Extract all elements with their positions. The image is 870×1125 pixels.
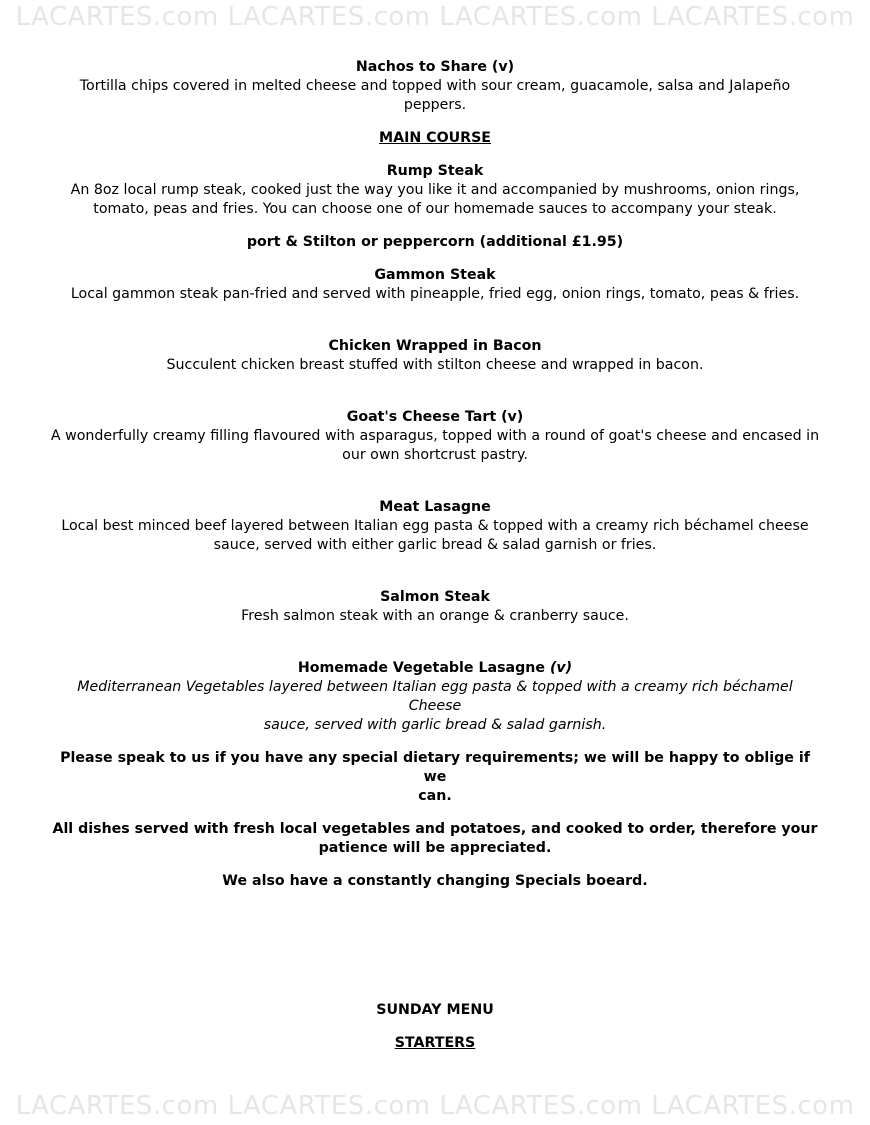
- veg-lasagne-title-row: [50, 659, 820, 678]
- dietary-notice-line1: Please speak to us if you have any special dietary requirements; we will be happy to oblige if we: [60, 750, 810, 785]
- goats-cheese-tart-description-line1: A wonderfully creamy filling flavoured with asparagus, topped with a round of goat's cheese and encased in: [50, 428, 820, 444]
- spacer: [50, 375, 820, 408]
- specials-notice: We also have a constantly changing Specials boeard.: [222, 873, 648, 889]
- salmon-steak-title: Salmon Steak: [380, 589, 490, 605]
- spacer: [50, 626, 820, 659]
- gammon-steak-description: Local gammon steak pan-fried and served with pineapple, fried egg, onion rings, tomato, peas & fries.: [70, 286, 800, 302]
- spacer: [50, 465, 820, 498]
- veg-lasagne-title: Homemade Vegetable Lasagne: [297, 660, 545, 676]
- rump-steak-description-line2: tomato, peas and fries. You can choose one of our homemade sauces to accompany your steak.: [93, 201, 777, 217]
- spacer: [50, 806, 820, 820]
- rump-steak-title: Rump Steak: [386, 163, 484, 179]
- goats-cheese-tart-description-line2: our own shortcrust pastry.: [342, 447, 528, 463]
- nachos-title: Nachos to Share (v): [355, 59, 515, 75]
- chicken-bacon-title: Chicken Wrapped in Bacon: [328, 338, 542, 354]
- meat-lasagne-description-line2: sauce, served with either garlic bread & salad garnish or fries.: [213, 537, 657, 553]
- nachos-description: Tortilla chips covered in melted cheese and topped with sour cream, guacamole, salsa and Jalapeño peppers.: [79, 78, 791, 113]
- meat-lasagne-title: Meat Lasagne: [379, 499, 491, 515]
- veg-lasagne-vegetarian-marker: (v): [549, 660, 573, 676]
- spacer: [50, 891, 820, 1001]
- spacer: [50, 252, 820, 266]
- sunday-menu-heading: SUNDAY MENU: [376, 1002, 494, 1018]
- spacer: [50, 115, 820, 129]
- spacer: [50, 219, 820, 233]
- spacer: [50, 858, 820, 872]
- chicken-bacon-description: Succulent chicken breast stuffed with stilton cheese and wrapped in bacon.: [166, 357, 704, 373]
- dietary-notice-line2: can.: [418, 788, 452, 804]
- spacer: [50, 304, 820, 337]
- main-course-heading: MAIN COURSE: [378, 130, 492, 146]
- salmon-steak-description: Fresh salmon steak with an orange & cranberry sauce.: [241, 608, 629, 624]
- gammon-steak-title: Gammon Steak: [374, 267, 496, 283]
- spacer: [50, 735, 820, 749]
- veg-lasagne-description-line2: sauce, served with garlic bread & salad garnish.: [263, 717, 607, 733]
- goats-cheese-tart-title: Goat's Cheese Tart (v): [346, 409, 524, 425]
- watermark-bottom: LACARTES.com LACARTES.com LACARTES.com LACARTES.com: [15, 1091, 855, 1121]
- starters-heading: STARTERS: [394, 1035, 476, 1051]
- rump-steak-description-line1: An 8oz local rump steak, cooked just the way you like it and accompanied by mushrooms, onion rings,: [70, 182, 800, 198]
- meat-lasagne-description-line1: Local best minced beef layered between Italian egg pasta & topped with a creamy rich béchamel cheese: [61, 518, 809, 534]
- spacer: [50, 148, 820, 162]
- served-notice-line2: patience will be appreciated.: [318, 840, 552, 856]
- spacer: [50, 1020, 820, 1034]
- served-notice-line1: All dishes served with fresh local vegetables and potatoes, and cooked to order, therefore your: [52, 821, 818, 837]
- watermark-top: LACARTES.com LACARTES.com LACARTES.com LACARTES.com: [15, 2, 855, 32]
- rump-steak-sauces: port & Stilton or peppercorn (additional £1.95): [246, 234, 624, 250]
- menu-page: [50, 58, 820, 1053]
- veg-lasagne-description-line1: Mediterranean Vegetables layered between Italian egg pasta & topped with a creamy rich béchamel Cheese: [77, 679, 793, 714]
- spacer: [50, 555, 820, 588]
